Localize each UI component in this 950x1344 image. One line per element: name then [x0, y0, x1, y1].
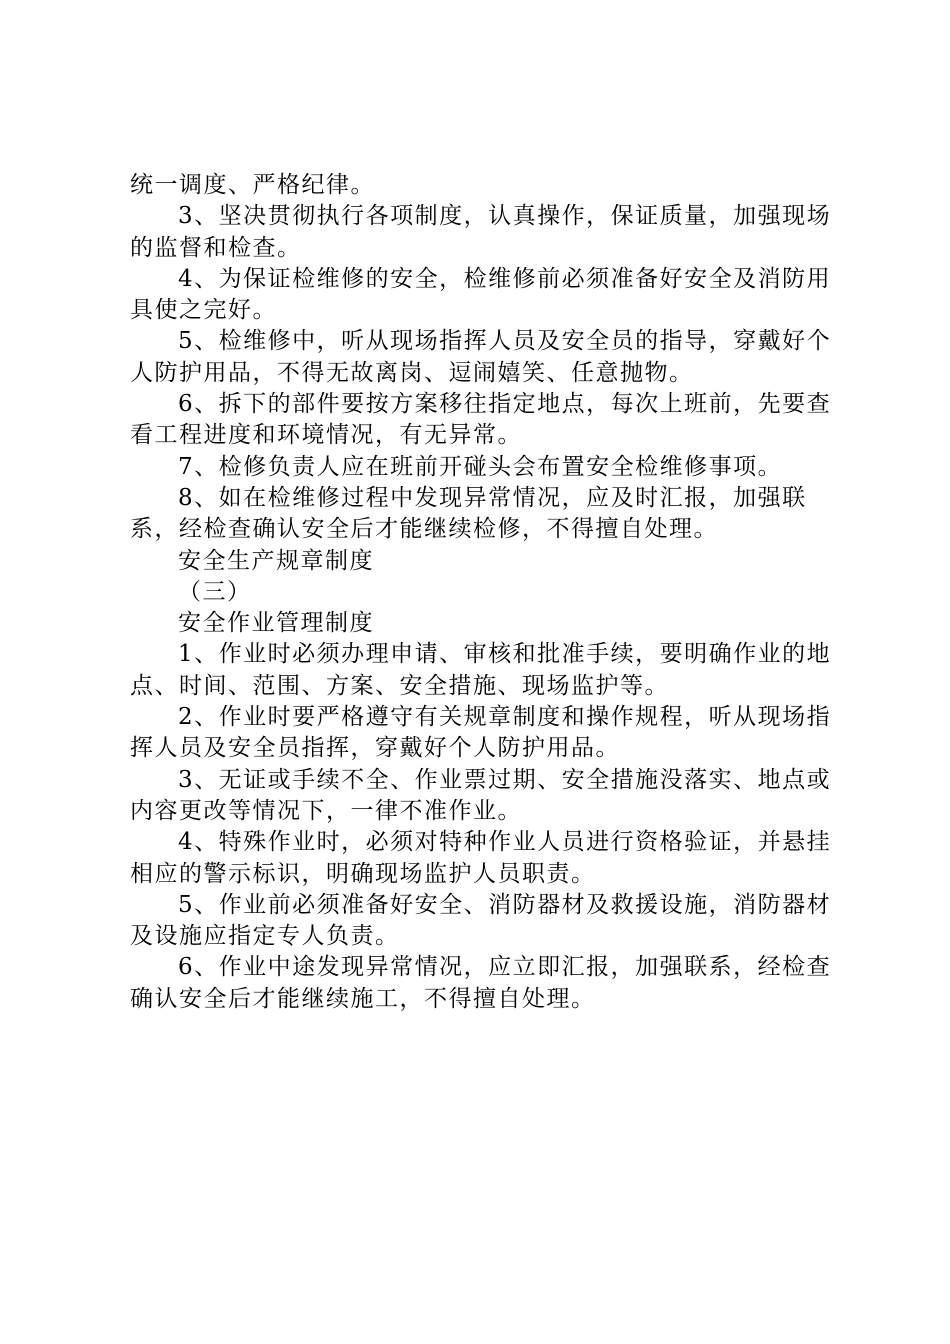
paragraph-item-5: 5、检维修中，听从现场指挥人员及安全员的指导，穿戴好个人防护用品，不得无故离岗、逗闹嬉笑、任意抛物。 [130, 328, 832, 386]
subsection-title: 安全作业管理制度 [178, 610, 374, 637]
section-number: （三） [178, 578, 252, 605]
paragraph-item-6: 6、拆下的部件要按方案移往指定地点，每次上班前，先要查看工程进度和环境情况，有无异常。 [130, 391, 832, 449]
paragraph-work-item-1: 1、作业时必须办理申请、审核和批准手续，要明确作业的地点、时间、范围、方案、安全措施、现场监护等。 [130, 641, 832, 699]
paragraph-work-item-4: 4、特殊作业时，必须对特种作业人员进行资格验证，并悬挂相应的警示标识，明确现场监护人员职责。 [130, 829, 832, 887]
paragraph-work-item-6: 6、作业中途发现异常情况，应立即汇报，加强联系，经检查确认安全后才能继续施工，不得擅自处理。 [130, 954, 832, 1012]
paragraph-work-item-3: 3、无证或手续不全、作业票过期、安全措施没落实、地点或内容更改等情况下，一律不准作业。 [130, 766, 832, 824]
paragraph-item-4: 4、为保证检维修的安全，检维修前必须准备好安全及消防用具使之完好。 [130, 265, 832, 324]
paragraph-item-3: 3、坚决贯彻执行各项制度，认真操作，保证质量，加强现场的监督和检查。 [130, 203, 832, 261]
paragraph-work-item-2: 2、作业时要严格遵守有关规章制度和操作规程，听从现场指挥人员及安全员指挥，穿戴好个人防护用品。 [130, 704, 832, 762]
paragraph-item-7: 7、检修负责人应在班前开碰头会布置安全检维修事项。 [178, 453, 783, 480]
paragraph-continuation: 统一调度、严格纪律。 [130, 172, 375, 198]
section-title: 安全生产规章制度 [178, 547, 374, 574]
paragraph-work-item-5: 5、作业前必须准备好安全、消防器材及救援设施，消防器材及设施应指定专人负责。 [130, 891, 832, 950]
paragraph-item-8: 8、如在检维修过程中发现异常情况，应及时汇报，加强联系，经检查确认安全后才能继续检修，不得擅自处理。 [130, 484, 807, 543]
document-page [130, 170, 835, 1015]
